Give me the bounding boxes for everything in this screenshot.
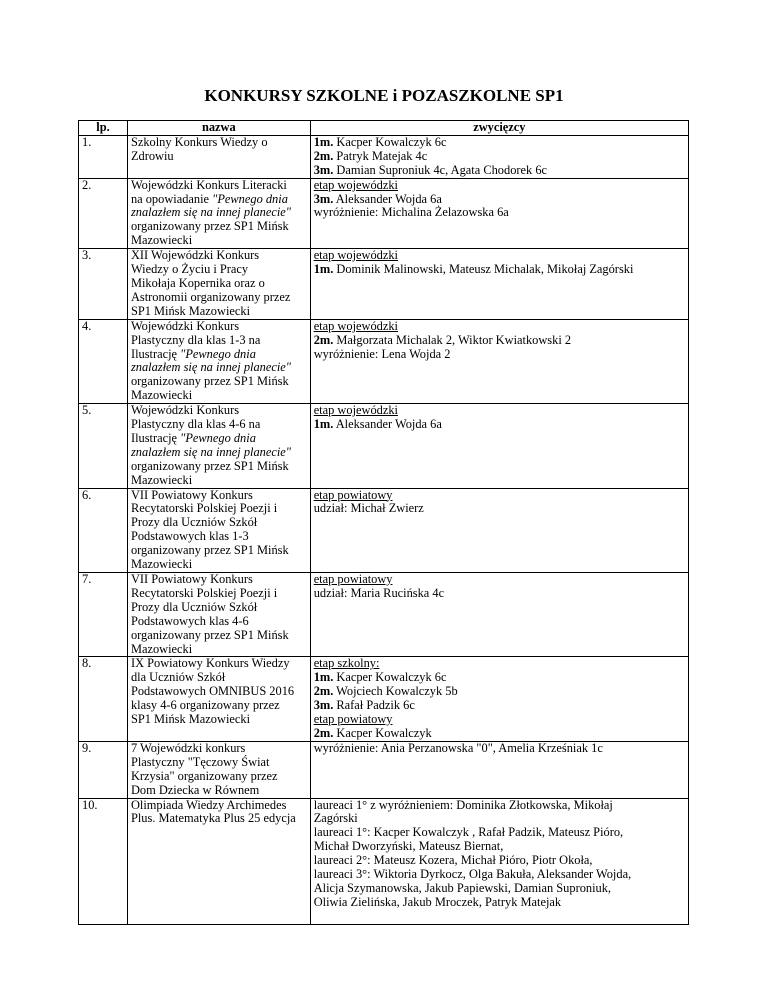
header-winners: zwycięzcy (310, 121, 688, 136)
text-segment: wyróżnienie: Lena Wojda 2 (313, 346, 451, 361)
text-segment: Aleksander Wojda 6a (333, 191, 442, 206)
contests-table (78, 120, 689, 925)
cell-name-line (131, 727, 307, 741)
place-label: 2m. (313, 725, 334, 740)
text-segment: Plus. Matematyka Plus 25 edycja (130, 811, 296, 826)
cell-name-line (131, 418, 307, 432)
table-row (79, 741, 689, 798)
cell-winners-line (314, 685, 685, 699)
text-segment: Recytatorski Polskiej Poezji i (130, 501, 278, 516)
text-segment: Mazowiecki (130, 641, 193, 656)
cell-name-line (131, 671, 307, 685)
cell-winners (310, 178, 688, 249)
cell-winners-line (314, 404, 685, 418)
italic-title: "Pewnego dnia (212, 191, 288, 206)
cell-winners-line (314, 206, 685, 220)
text-segment: Zdrowiu (130, 148, 174, 163)
text-segment: klasy 4-6 organizowany przez (130, 698, 280, 713)
text-segment: laureaci 1° z wyróżnieniem: Dominika Złotkowska, Mikołaj (313, 797, 613, 812)
stage-label: etap powiatowy (313, 487, 393, 502)
text-segment: Wojewódzki Konkurs (130, 403, 240, 418)
header-name: nazwa (127, 121, 310, 136)
stage-label: etap wojewódzki (313, 403, 398, 418)
cell-name-line (131, 446, 307, 460)
text-segment: Damian Suproniuk 4c, Agata Chodorek 6c (333, 162, 548, 177)
stage-label: etap powiatowy (313, 572, 393, 586)
text-segment: Kacper Kowalczyk 6c (333, 670, 447, 685)
text-segment: Rafał Padzik 6c (333, 698, 415, 713)
table-row (79, 657, 689, 741)
text-segment: laureaci 2°: Mateusz Kozera, Michał Pióro, Piotr Okoła, (313, 853, 593, 868)
cell-winners-line (314, 587, 685, 601)
cell-name-line (131, 685, 307, 699)
text-segment: na opowiadanie (130, 191, 213, 206)
cell-name (127, 178, 310, 249)
table-header-row (79, 121, 689, 136)
text-segment: Dom Dziecka w Równem (130, 782, 260, 797)
table-row (79, 488, 689, 572)
cell-winners (310, 657, 688, 741)
table-body (79, 135, 689, 924)
place-label: 1m. (313, 670, 334, 685)
cell-name-line (131, 150, 307, 164)
cell-name-line (131, 756, 307, 770)
cell-name-line (131, 404, 307, 418)
text-segment: organizowany przez SP1 Mińsk (130, 458, 289, 473)
cell-name-line (131, 389, 307, 403)
cell-name-line (131, 234, 307, 248)
text-segment: udział: Maria Rucińska 4c (313, 585, 445, 600)
cell-name-line (131, 179, 307, 193)
text-segment: Szkolny Konkurs Wiedzy o (130, 134, 268, 149)
place-label: 1m. (313, 417, 334, 432)
cell-name-line (131, 699, 307, 713)
cell-name-line (131, 544, 307, 558)
cell-name-line (131, 573, 307, 587)
cell-name-line (131, 502, 307, 516)
table-row (79, 319, 689, 403)
place-label: 2m. (313, 332, 334, 347)
cell-name (127, 249, 310, 320)
cell-winners (310, 573, 688, 657)
cell-lp: 4. (79, 319, 128, 403)
text-segment: Plastyczny dla klas 1-3 na (130, 332, 261, 347)
cell-name (127, 573, 310, 657)
text-segment: organizowany przez SP1 Mińsk (130, 374, 289, 389)
cell-winners-line (314, 263, 685, 277)
cell-winners-line (314, 854, 685, 868)
cell-winners-line (314, 179, 685, 193)
text-segment: VII Powiatowy Konkurs (130, 487, 253, 502)
text-segment: Patryk Matejak 4c (333, 148, 428, 163)
cell-name-line (131, 799, 307, 813)
cell-winners-line (314, 334, 685, 348)
cell-name-line (131, 601, 307, 615)
cell-winners-line (314, 840, 685, 854)
stage-label: etap wojewódzki (313, 177, 398, 192)
text-segment: Mikołaja Kopernika oraz o (130, 275, 265, 290)
text-segment: 7 Wojewódzki konkurs (130, 740, 246, 755)
cell-lp: 10. (79, 798, 128, 924)
place-label: 1m. (313, 262, 334, 277)
stage-label: etap wojewódzki (313, 248, 398, 263)
cell-name (127, 657, 310, 741)
place-label: 2m. (313, 148, 334, 163)
cell-winners-line (314, 418, 685, 432)
text-segment: organizowany przez SP1 Mińsk (130, 543, 289, 558)
place-label: 3m. (313, 698, 334, 713)
place-label: 2m. (313, 684, 334, 699)
text-segment: dla Uczniów Szkół (130, 670, 226, 685)
text-segment: wyróżnienie: Michalina Żelazowska 6a (313, 205, 509, 220)
table-row (79, 178, 689, 249)
text-segment: VII Powiatowy Konkurs (130, 572, 253, 586)
cell-name-line (131, 629, 307, 643)
text-segment: Alicja Szymanowska, Jakub Papiewski, Damian Suproniuk, (313, 880, 612, 895)
cell-winners-line (314, 699, 685, 713)
text-segment: SP1 Mińsk Mazowiecki (130, 712, 251, 727)
text-segment: SP1 Mińsk Mazowiecki (130, 303, 251, 318)
cell-lp: 5. (79, 404, 128, 488)
cell-name-line (131, 263, 307, 277)
cell-name-line (131, 206, 307, 220)
cell-lp: 2. (79, 178, 128, 249)
cell-name (127, 135, 310, 178)
cell-name (127, 488, 310, 572)
text-segment: Ilustrację (130, 430, 181, 445)
cell-lp: 7. (79, 573, 128, 657)
cell-name-line (131, 193, 307, 207)
cell-name-line (131, 770, 307, 784)
text-segment: Mazowiecki (130, 233, 193, 248)
text-segment: Podstawowych klas 4-6 (130, 613, 249, 628)
cell-winners-line (314, 910, 685, 924)
text-segment: Małgorzata Michalak 2, Wiktor Kwiatkowski 2 (333, 332, 572, 347)
text-segment: Zagórski (313, 811, 358, 826)
text-segment: Wojewódzki Konkurs (130, 318, 240, 333)
cell-winners-line (314, 727, 685, 741)
cell-name-line (131, 643, 307, 657)
cell-winners-line (314, 136, 685, 150)
cell-name-line (131, 784, 307, 798)
cell-name-line (131, 305, 307, 319)
cell-winners (310, 798, 688, 924)
cell-name-line (131, 474, 307, 488)
text-segment: Kacper Kowalczyk 6c (333, 134, 447, 149)
cell-winners-line (314, 713, 685, 727)
text-segment: Recytatorski Polskiej Poezji i (130, 585, 278, 600)
text-segment: Michał Dworzyński, Mateusz Biernat, (313, 839, 504, 854)
cell-winners-line (314, 799, 685, 813)
text-segment: Wiedzy o Życiu i Pracy (130, 262, 249, 277)
cell-name-line (131, 291, 307, 305)
cell-name-line (131, 361, 307, 375)
cell-name-line (131, 277, 307, 291)
cell-winners-line (314, 657, 685, 671)
cell-name (127, 404, 310, 488)
text-segment: Krzysia" organizowany przez (130, 768, 278, 783)
header-lp: lp. (79, 121, 128, 136)
cell-lp: 1. (79, 135, 128, 178)
cell-name-line (131, 460, 307, 474)
text-segment: udział: Michał Zwierz (313, 501, 424, 516)
text-segment: Kacper Kowalczyk (333, 725, 432, 740)
place-label: 3m. (313, 191, 334, 206)
text-segment: Wojewódzki Konkurs Literacki (130, 177, 287, 192)
cell-name-line (131, 530, 307, 544)
cell-name-line (131, 558, 307, 572)
cell-name-line (131, 713, 307, 727)
table-row (79, 135, 689, 178)
table-row (79, 798, 689, 924)
cell-lp: 3. (79, 249, 128, 320)
cell-name-line (131, 348, 307, 362)
cell-name-line (131, 220, 307, 234)
text-segment: organizowany przez SP1 Mińsk (130, 219, 289, 234)
cell-name-line (131, 657, 307, 671)
cell-lp: 6. (79, 488, 128, 572)
text-segment: laureaci 3°: Wiktoria Dyrkocz, Olga Bakuła, Aleksander Wojda, (313, 867, 632, 882)
text-segment: XII Wojewódzki Konkurs (130, 248, 260, 263)
cell-winners-line (314, 826, 685, 840)
cell-winners-line (314, 742, 685, 756)
cell-winners-line (314, 150, 685, 164)
cell-winners-line (314, 502, 685, 516)
text-segment: Wojciech Kowalczyk 5b (333, 684, 458, 699)
cell-winners (310, 319, 688, 403)
cell-name-line (131, 615, 307, 629)
cell-name-line (131, 742, 307, 756)
table-row (79, 249, 689, 320)
text-segment: IX Powiatowy Konkurs Wiedzy (130, 656, 290, 671)
cell-winners (310, 404, 688, 488)
table-row (79, 404, 689, 488)
text-segment: Plastyczny dla klas 4-6 na (130, 417, 261, 432)
cell-name (127, 319, 310, 403)
text-segment: Mazowiecki (130, 472, 193, 487)
cell-winners-line (314, 896, 685, 910)
cell-name (127, 798, 310, 924)
cell-winners-line (314, 489, 685, 503)
cell-name-line (131, 136, 307, 150)
text-segment: Prozy dla Uczniów Szkół (130, 599, 258, 614)
cell-name-line (131, 489, 307, 503)
stage-label: etap szkolny: (313, 656, 380, 671)
italic-title: "Pewnego dnia (180, 346, 256, 361)
cell-name-line (131, 432, 307, 446)
text-segment: Mazowiecki (130, 557, 193, 572)
cell-winners-line (314, 249, 685, 263)
text-segment: Plastyczny "Tęczowy Świat (130, 754, 270, 769)
text-segment: Podstawowych OMNIBUS 2016 (130, 684, 295, 699)
text-segment: laureaci 1°: Kacper Kowalczyk , Rafał Padzik, Mateusz Pióro, (313, 825, 624, 840)
italic-title: znalazłem się na innej planecie" (130, 360, 291, 375)
text-segment: wyróżnienie: Ania Perzanowska "0", Amelia Krześniak 1c (313, 740, 603, 755)
text-segment: organizowany przez SP1 Mińsk (130, 627, 289, 642)
cell-name-line (131, 334, 307, 348)
cell-winners-line (314, 882, 685, 896)
cell-winners-line (314, 671, 685, 685)
cell-name-line (131, 587, 307, 601)
text-segment: Astronomii organizowany przez (130, 289, 291, 304)
text-segment: Mazowiecki (130, 388, 193, 403)
page-title: KONKURSY SZKOLNE i POZASZKOLNE SP1 (204, 86, 564, 105)
text-segment: Olimpiada Wiedzy Archimedes (130, 797, 287, 812)
cell-winners-line (314, 812, 685, 826)
cell-name-line (131, 375, 307, 389)
text-segment: Oliwia Zielińska, Jakub Mroczek, Patryk Matejak (313, 894, 562, 909)
cell-winners-line (314, 573, 685, 587)
text-segment: Ilustrację (130, 346, 181, 361)
stage-label: etap wojewódzki (313, 318, 398, 333)
cell-winners (310, 135, 688, 178)
cell-lp: 8. (79, 657, 128, 741)
text-segment: Prozy dla Uczniów Szkół (130, 515, 258, 530)
stage-label: etap powiatowy (313, 712, 393, 727)
text-segment: Dominik Malinowski, Mateusz Michalak, Mikołaj Zagórski (333, 262, 634, 277)
cell-lp: 9. (79, 741, 128, 798)
table-row (79, 573, 689, 657)
cell-winners-line (314, 193, 685, 207)
cell-winners (310, 741, 688, 798)
place-label: 3m. (313, 162, 334, 177)
cell-winners (310, 488, 688, 572)
place-label: 1m. (313, 134, 334, 149)
cell-name-line (131, 516, 307, 530)
cell-winners (310, 249, 688, 320)
italic-title: znalazłem się na innej planecie" (130, 205, 291, 220)
cell-winners-line (314, 320, 685, 334)
cell-name-line (131, 320, 307, 334)
cell-name (127, 741, 310, 798)
text-segment: Aleksander Wojda 6a (333, 417, 442, 432)
cell-name-line (131, 249, 307, 263)
cell-winners-line (314, 868, 685, 882)
text-segment: Podstawowych klas 1-3 (130, 529, 249, 544)
italic-title: "Pewnego dnia (180, 430, 256, 445)
cell-name-line (131, 812, 307, 826)
cell-winners-line (314, 164, 685, 178)
cell-winners-line (314, 348, 685, 362)
italic-title: znalazłem się na innej planecie" (130, 444, 291, 459)
